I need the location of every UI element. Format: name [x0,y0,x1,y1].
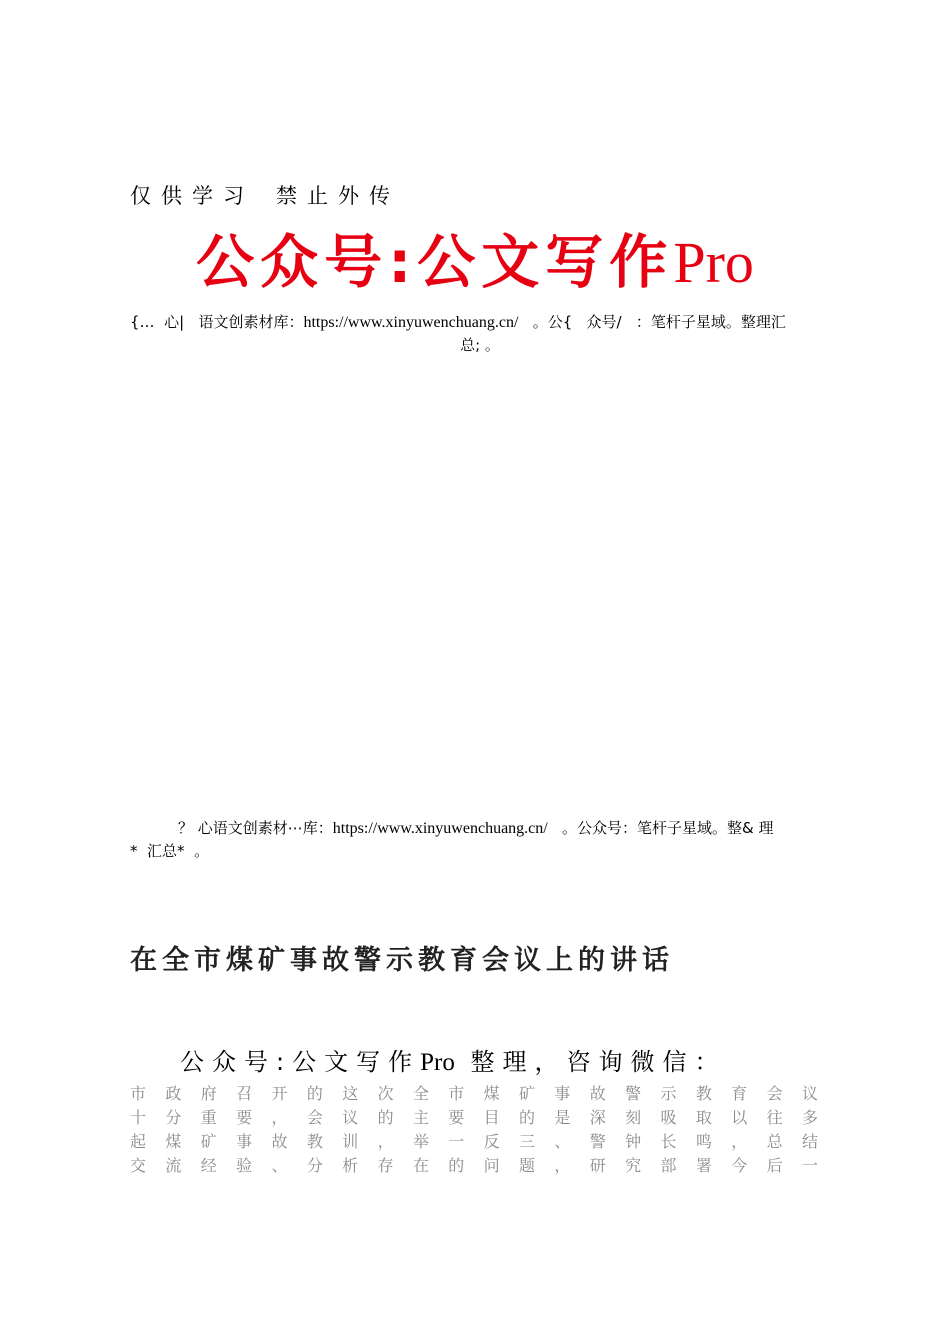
brand-banner [0,226,950,299]
source-note-bottom [130,817,830,862]
source-note-top-url[interactable]: https://www.xinyuwenchuang.cn/ [303,314,519,331]
byline-prefix: 公众号:公文写作 [180,1048,421,1076]
brand-pro: Pro [673,230,754,295]
byline [180,1042,726,1077]
body-line: 起煤矿事故教训，举一反三、警钟长鸣，总结 [130,1132,820,1151]
notice-study-only: 仅供学习 [130,184,254,208]
body-text [130,1082,820,1178]
source-note-top-line2: 总; 。 [460,336,500,354]
source-note-bottom-url[interactable]: https://www.xinyuwenchuang.cn/ [332,820,548,837]
source-note-top [130,311,830,356]
byline-suffix: 整理，咨询微信： [454,1048,727,1076]
source-note-top-suffix: 。公{ 众号/ ：笔杆子星域。整理汇 [518,313,786,331]
source-note-bottom-line2: * 汇总* 。 [130,842,210,860]
brand-title: 公众号:公文写作 [196,228,674,296]
page-title: 在全市煤矿事故警示教育会议上的讲话 [130,945,674,976]
source-note-bottom-prefix: ？ 心语文创素材⋯库： [178,819,333,837]
byline-pro: Pro [420,1049,455,1076]
source-note-top-prefix: {… 心| 语文创素材库： [130,313,304,331]
source-note-bottom-line1 [130,817,830,840]
body-line: 交流经验、分析存在的问题，研究部署今后一 [130,1156,820,1175]
source-note-bottom-suffix: 。公众号：笔杆子星域。整& 理 [547,819,774,837]
watermark-notice [130,180,400,210]
body-line: 市政府召开的这次全市煤矿事故警示教育会议 [130,1084,820,1103]
notice-no-distribution: 禁止外传 [276,184,400,208]
body-line: 十分重要，会议的主要目的是深刻吸取以往多 [130,1108,820,1127]
